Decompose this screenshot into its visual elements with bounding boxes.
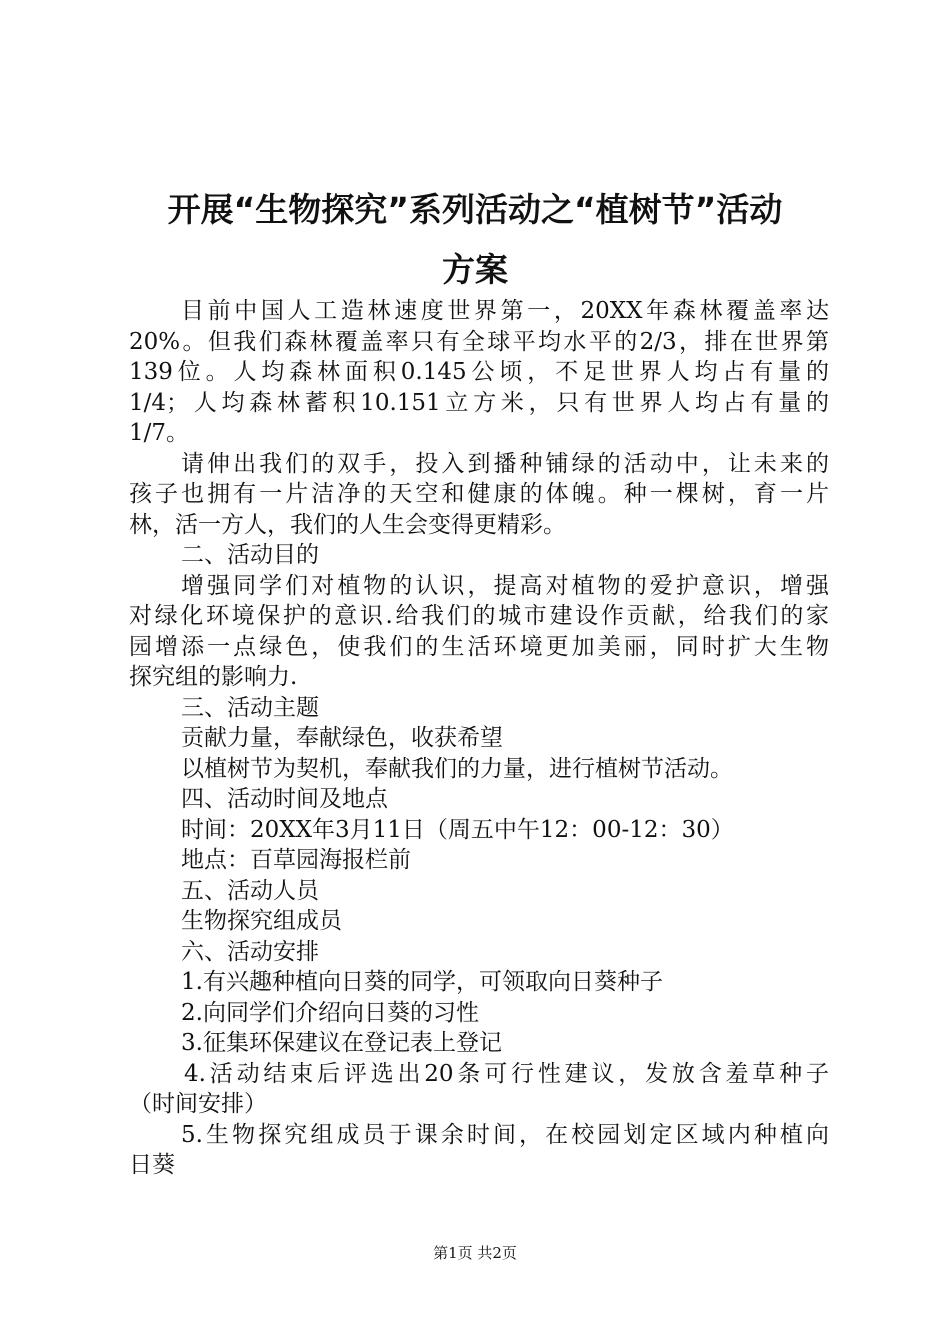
paragraph-line: 目前中国人工造林速度世界第一，20XX年森林覆盖率达 xyxy=(181,298,829,324)
paragraph-line: 对绿化环境保护的意识.给我们的城市建设作贡献，给我们的家 xyxy=(129,603,829,629)
document-title-line-2: 方案 xyxy=(442,250,508,289)
paragraph-line: 园增添一点绿色，使我们的生活环境更加美丽，同时扩大生物 xyxy=(129,633,829,660)
paragraph-line: 孩子也拥有一片洁净的天空和健康的体魄。种一棵树，育一片 xyxy=(129,481,829,507)
paragraph-line: （时间安排） xyxy=(129,1091,267,1117)
arrangement-item-5 xyxy=(129,1120,829,1181)
paragraph-line: 日葵 xyxy=(129,1152,175,1178)
paragraph-line: 1/4；人均森林蓄积10.151立方米，只有世界人均占有量的 xyxy=(129,389,829,416)
activity-place: 地点：百草园海报栏前 xyxy=(181,847,411,873)
arrangement-item-3: 3.征集环保建议在登记表上登记 xyxy=(181,1030,502,1056)
section-heading-time-place: 四、活动时间及地点 xyxy=(181,786,388,812)
section-heading-purpose: 二、活动目的 xyxy=(181,542,319,568)
section-heading-theme: 三、活动主题 xyxy=(181,694,319,721)
document-body xyxy=(129,296,829,1181)
paragraph-line: 请伸出我们的双手，投入到播种铺绿的活动中，让未来的 xyxy=(181,450,829,477)
theme-slogan: 贡献力量，奉献绿色，收获希望 xyxy=(181,725,503,751)
paragraph-line: 139位。人均森林面积0.145公顷，不足世界人均占有量的 xyxy=(129,359,829,385)
paragraph-line: 20%。但我们森林覆盖率只有全球平均水平的2/3，排在世界第 xyxy=(129,328,829,355)
paragraph-forest-stats xyxy=(129,296,829,449)
arrangement-item-1: 1.有兴趣种植向日葵的同学，可领取向日葵种子 xyxy=(181,969,663,995)
paragraph-line: 林，活一方人，我们的人生会变得更精彩。 xyxy=(129,511,566,538)
section-heading-people: 五、活动人员 xyxy=(181,877,319,904)
arrangement-item-2: 2.向同学们介绍向日葵的习性 xyxy=(181,999,479,1026)
section-heading-arrangement: 六、活动安排 xyxy=(181,938,319,965)
paragraph-line: 1/7。 xyxy=(129,420,190,446)
theme-description: 以植树节为契机，奉献我们的力量，进行植树节活动。 xyxy=(181,755,733,782)
document-title-line-1: 开展“生物探究”系列活动之“植树节”活动 xyxy=(167,190,783,229)
paragraph-line: 探究组的影响力. xyxy=(129,664,298,690)
activity-time: 时间：20XX年3月11日（周五中午12：00-12：30） xyxy=(181,816,734,843)
paragraph-line: 4.活动结束后评选出20条可行性建议，发放含羞草种子 xyxy=(184,1060,829,1087)
arrangement-item-4 xyxy=(129,1059,829,1120)
page-footer: 第1页 共2页 xyxy=(433,1244,517,1262)
paragraph-call-to-action xyxy=(129,449,829,541)
paragraph-line: 5.生物探究组成员于课余时间，在校园划定区域内种植向 xyxy=(181,1121,829,1148)
activity-people: 生物探究组成员 xyxy=(181,908,342,934)
paragraph-purpose xyxy=(129,571,829,693)
paragraph-line: 增强同学们对植物的认识，提高对植物的爱护意识，增强 xyxy=(181,572,829,599)
